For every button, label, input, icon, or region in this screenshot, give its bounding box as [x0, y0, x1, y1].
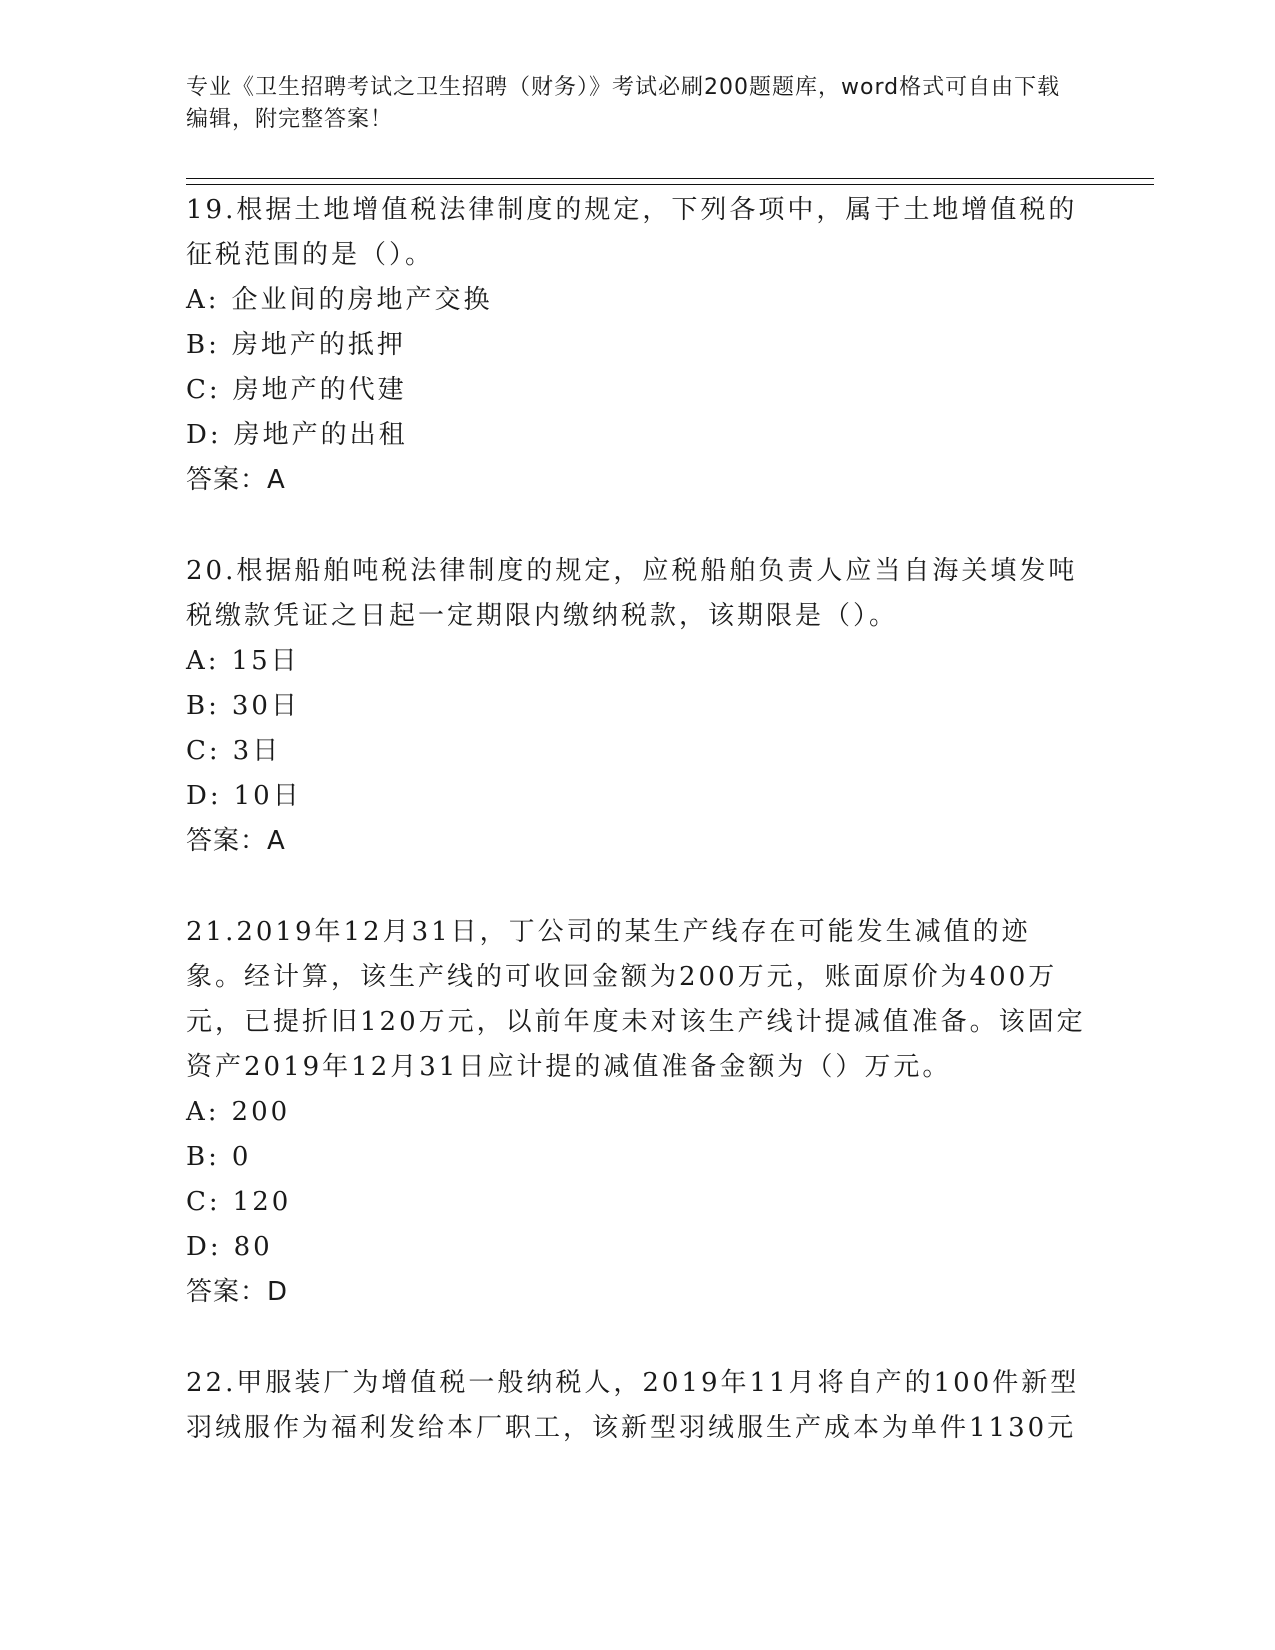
question-list: [186, 188, 1086, 1497]
header-text: 专业《卫生招聘考试之卫生招聘（财务）》考试必刷200题题库，word格式可自由下载编辑，附完整答案！: [186, 75, 1061, 132]
option-b: [186, 684, 1086, 729]
option-label: B:: [186, 1142, 220, 1172]
option-text: 房地产的出租: [233, 420, 408, 450]
option-text: 80: [233, 1232, 273, 1262]
option-text: 10日: [233, 781, 302, 811]
option-label: C:: [186, 375, 221, 405]
option-d: [186, 413, 1086, 458]
option-a: [186, 639, 1086, 684]
question-22: [186, 1361, 1086, 1451]
option-b: [186, 323, 1086, 368]
option-label: A:: [186, 285, 220, 315]
option-d: [186, 1225, 1086, 1270]
option-label: B:: [186, 330, 220, 360]
question-20: [186, 549, 1086, 864]
header-divider-top: [186, 178, 1154, 179]
option-b: [186, 1135, 1086, 1180]
option-a: [186, 278, 1086, 323]
option-label: A:: [186, 646, 220, 676]
answer: 答案：A: [186, 465, 286, 495]
option-label: B:: [186, 691, 220, 721]
option-a: [186, 1090, 1086, 1135]
answer: 答案：A: [186, 826, 286, 856]
option-text: 200: [231, 1097, 291, 1127]
answer: 答案：D: [186, 1277, 289, 1307]
option-text: 30日: [231, 691, 300, 721]
option-text: 3日: [232, 736, 282, 766]
option-text: 房地产的代建: [232, 375, 407, 405]
option-text: 15日: [231, 646, 300, 676]
option-label: D:: [186, 1232, 222, 1262]
option-c: [186, 1180, 1086, 1225]
option-label: A:: [186, 1097, 220, 1127]
question-21: [186, 910, 1086, 1315]
option-text: 0: [231, 1142, 252, 1172]
question-text: 21.2019年12月31日，丁公司的某生产线存在可能发生减值的迹象。经计算，该生产线的可收回金额为200万元，账面原价为400万元，已提折旧120万元，以前年度未对该生产线计提减值准备。该固定资产2019年12月31日应计提的减值准备金额为（）万元。: [186, 917, 1086, 1082]
option-text: 房地产的抵押: [231, 330, 406, 360]
header-divider-bottom: [186, 184, 1154, 185]
question-text: 20.根据船舶吨税法律制度的规定，应税船舶负责人应当自海关填发吨税缴款凭证之日起一定期限内缴纳税款，该期限是（）。: [186, 556, 1078, 631]
option-label: C:: [186, 1187, 221, 1217]
option-text: 120: [232, 1187, 292, 1217]
option-label: D:: [186, 781, 222, 811]
document-header: [186, 72, 1066, 136]
option-label: D:: [186, 420, 222, 450]
question-text: 22.甲服装厂为增值税一般纳税人，2019年11月将自产的100件新型羽绒服作为福利发给本厂职工，该新型羽绒服生产成本为单件1130元: [186, 1368, 1080, 1443]
option-c: [186, 729, 1086, 774]
question-19: [186, 188, 1086, 503]
option-text: 企业间的房地产交换: [231, 285, 493, 315]
option-c: [186, 368, 1086, 413]
option-label: C:: [186, 736, 221, 766]
option-d: [186, 774, 1086, 819]
question-text: 19.根据土地增值税法律制度的规定，下列各项中，属于土地增值税的征税范围的是（）。: [186, 195, 1078, 270]
